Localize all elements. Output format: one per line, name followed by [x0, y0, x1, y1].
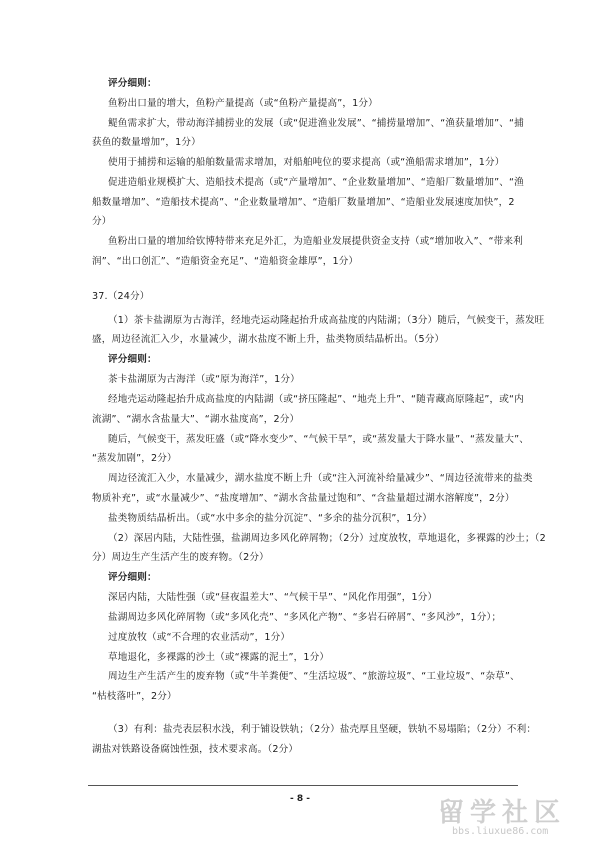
text-line: “蒸发加剧”，2分）	[92, 453, 177, 464]
watermark	[420, 792, 590, 844]
text-line: 草地退化，多裸露的沙土（或“裸露的泥土”，1分）	[108, 652, 330, 663]
text-line: 鱼粉出口量的增大，鱼粉产量提高（或“鱼粉产量提高”，1分）	[108, 98, 378, 109]
section-heading: 评分细则：	[108, 354, 157, 365]
text-line: 促进造船业规模扩大、造船技术提高（或“产量增加”、“企业数量增加”、“造船厂数量增加”、“渔	[108, 177, 524, 188]
text-line: 流湖”、“湖水含盐量大”、“湖水盐度高”，2分）	[92, 414, 300, 425]
watermark-logo: 留学社区	[438, 798, 567, 828]
text-line: 润”、“出口创汇”、“造船资金充足”、“造船资金雄厚”，1分）	[92, 256, 359, 267]
section-heading: 评分细则：	[108, 78, 157, 89]
text-line: “枯枝落叶”，2分）	[92, 691, 177, 702]
text-line: 盐湖周边多风化碎屑物（或“多风化壳”、“多风化产物”、“多岩石碎屑”、“多风沙”，1分）；	[108, 612, 502, 623]
page-number: - 8 -	[290, 794, 310, 804]
text-line: 周边生产生活产生的废弃物（或“牛羊粪便”、“生活垃圾”、“旅游垃圾”、“工业垃圾”、“杂草”、	[108, 671, 520, 682]
text-line: 盐类物质结晶析出。（或“水中多余的盐分沉淀”、“多余的盐分沉积”，1分）	[108, 513, 432, 524]
text-line: 湖盐对铁路设备腐蚀性强，技术要求高。（2分）	[92, 744, 299, 755]
text-line: （1）茶卡盐湖原为古海洋，经地壳运动隆起抬升成高盐度的内陆湖；（3分）随后，气候变干，蒸发旺	[108, 315, 545, 326]
text-line: （3）有利：盐壳表层积水浅，利于铺设铁轨；（2分）盐壳厚且坚硬，铁轨不易塌陷；（2分）不利：	[108, 724, 537, 735]
footer-divider	[88, 785, 518, 786]
text-line: 37.（24分）	[92, 291, 150, 302]
text-line: 随后，气候变干，蒸发旺盛（或“降水变少”、“气候干旱”，或“蒸发量大于降水量”、“蒸发量大”、	[108, 434, 529, 445]
text-line: 物质补充”，或“水量减少”、“盐度增加”、“湖水含盐量过饱和”、“含盐量超过湖水溶解度”，2分）	[92, 493, 515, 504]
text-line: 茶卡盐湖原为古海洋（或“原为海洋”，1分）	[108, 374, 300, 385]
text-line: 盛，周边径流汇入少，水量减少，湖水盐度不断上升，盐类物质结晶析出。（5分）	[92, 334, 445, 345]
text-line: 鱼粉出口量的增加给钦博特带来充足外汇，为造船业发展提供资金支持（或“增加收入”、“带来利	[108, 236, 523, 247]
text-line: 过度放牧（或“不合理的农业活动”，1分）	[108, 632, 291, 643]
text-line: 分）周边生产生活产生的废弃物。（2分）	[92, 552, 269, 563]
text-line: （2）深居内陆，大陆性强，盐湖周边多风化碎屑物；（2分）过度放牧，草地退化，多裸露的沙土；（2	[108, 533, 546, 544]
text-line: 分）	[92, 216, 112, 227]
text-line: 船数量增加”、“造船技术提高”、“企业数量增加”、“造船厂数量增加”、“造船业发展速度加快”，2	[92, 197, 515, 208]
text-line: 周边径流汇入少，水量减少，湖水盐度不断上升（或“注入河流补给量减少”、“周边径流带来的盐类	[108, 473, 533, 484]
text-line: 使用于捕捞和运输的船舶数量需求增加，对船舶吨位的要求提高（或“渔船需求增加”，1分）	[108, 157, 505, 168]
section-heading: 评分细则：	[108, 572, 157, 583]
text-line: 鳀鱼需求扩大，带动海洋捕捞业的发展（或“促进渔业发展”、“捕捞量增加”、“渔获量增加”、“捕	[108, 118, 524, 129]
text-line: 深居内陆，大陆性强（或“昼夜温差大”、“气候干旱”、“风化作用强”，1分）	[108, 592, 438, 603]
text-line: 经地壳运动隆起抬升成高盐度的内陆湖（或“挤压隆起”、“地壳上升”、“随青藏高原隆起”，或“内	[108, 394, 524, 405]
watermark-url: bbs.liuxue86.com	[452, 826, 549, 837]
text-line: 获鱼的数量增加”，1分）	[92, 137, 201, 148]
